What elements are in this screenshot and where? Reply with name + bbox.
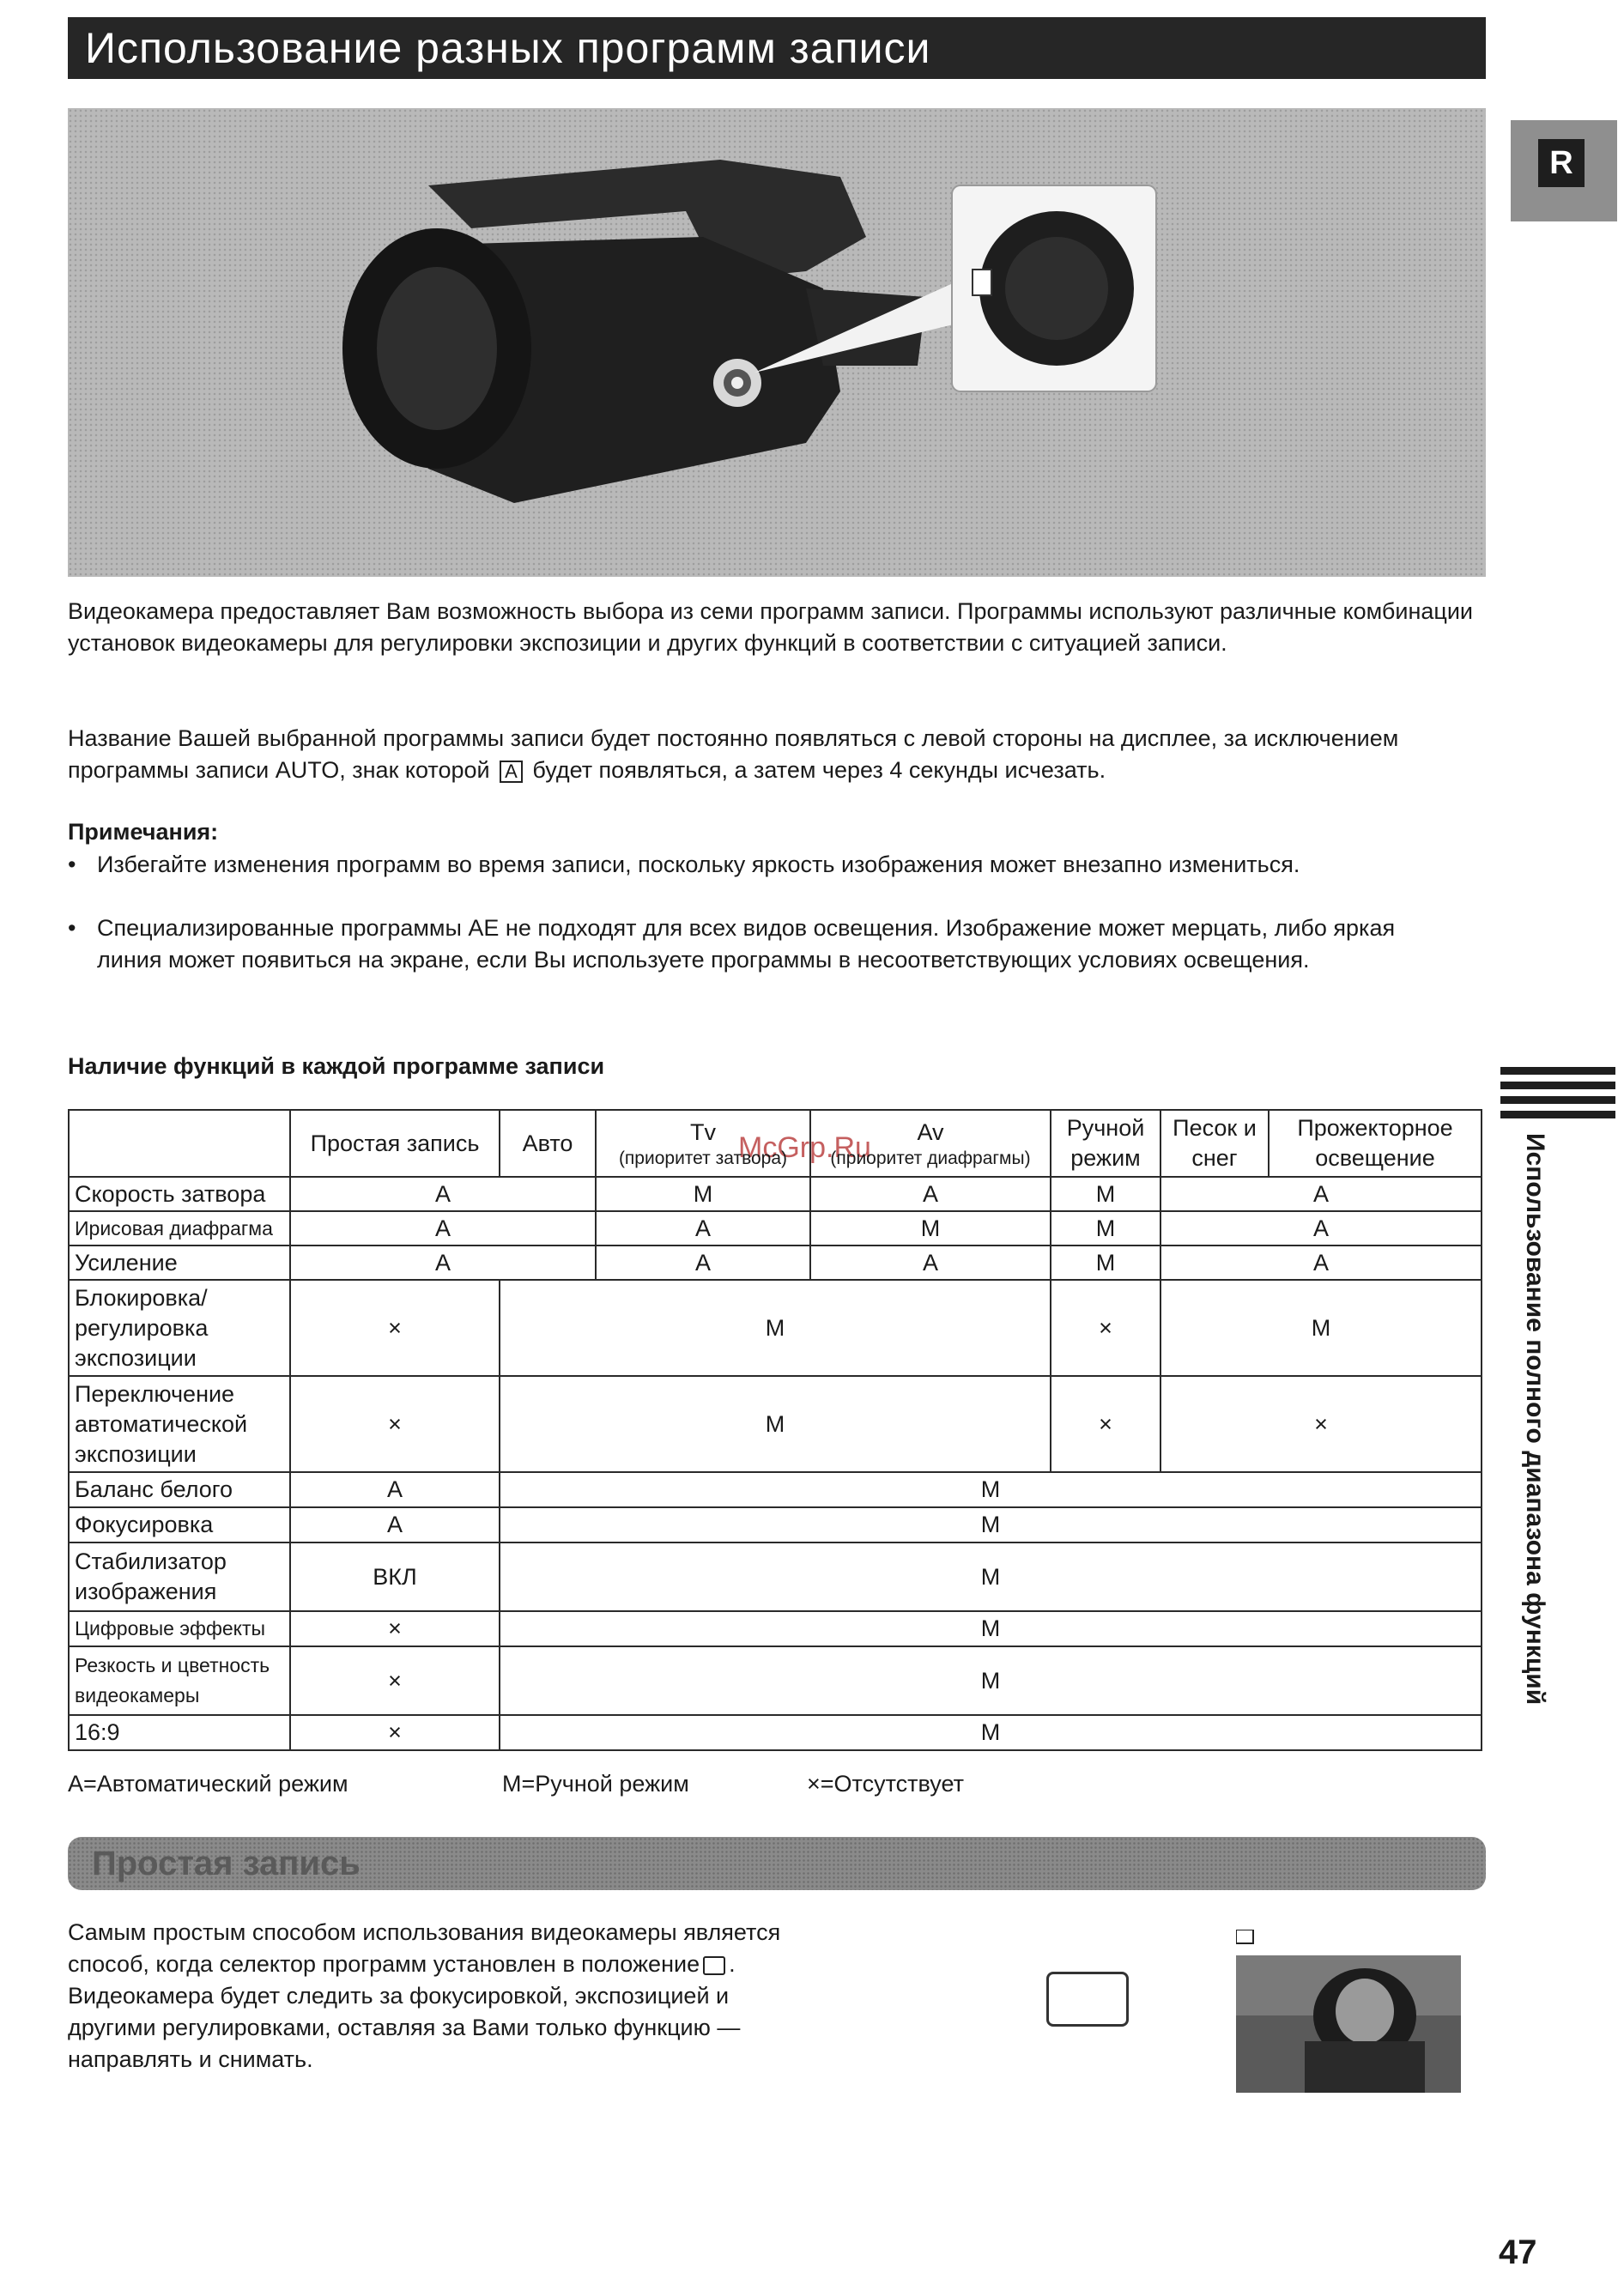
row-label: Блокировка/ регулировка экспозиции bbox=[69, 1280, 290, 1376]
cell: × bbox=[1051, 1376, 1160, 1472]
camcorder-icon bbox=[342, 160, 926, 503]
display-text-a: Название Вашей выбранной программы записи будет постоянно появляться с левой стороны на дисплее, за исключением программы записи AUTO, знак которой bbox=[68, 725, 1399, 783]
cell: M bbox=[1160, 1280, 1482, 1376]
header-av-sub: (приоритет диафрагмы) bbox=[830, 1148, 1031, 1168]
header-manual: Ручной режим bbox=[1051, 1110, 1160, 1177]
display-paragraph bbox=[68, 723, 1493, 786]
table-row bbox=[69, 1542, 1482, 1611]
header-spot: Прожекторное освещение bbox=[1269, 1110, 1482, 1177]
page-number: 47 bbox=[1499, 2233, 1537, 2271]
table-row bbox=[69, 1507, 1482, 1542]
notes-heading: Примечания: bbox=[68, 819, 219, 845]
cell: M bbox=[500, 1472, 1482, 1507]
legend-auto: A=Автоматический режим bbox=[68, 1771, 348, 1797]
camera-illustration bbox=[68, 108, 1486, 577]
tab-letter: R bbox=[1538, 139, 1585, 187]
table-row bbox=[69, 1246, 1482, 1280]
cell: A bbox=[1160, 1211, 1482, 1246]
function-table bbox=[68, 1109, 1482, 1751]
cell: M bbox=[500, 1646, 1482, 1715]
note-text: Специализированные программы AE не подходят для всех видов освещения. Изображение может мерцать, либо яркая линия может появиться на экране, если Вы используете программы в несоответствующих условиях освещения. bbox=[97, 915, 1396, 973]
table-header-row bbox=[69, 1110, 1482, 1177]
cell: M bbox=[1051, 1211, 1160, 1246]
row-label: Фокусировка bbox=[69, 1507, 290, 1542]
cell: M bbox=[500, 1611, 1482, 1646]
table-row bbox=[69, 1472, 1482, 1507]
bullet-icon: • bbox=[68, 915, 76, 941]
cell: A bbox=[290, 1177, 596, 1211]
row-label: Переключение автоматической экспозиции bbox=[69, 1376, 290, 1472]
cell: × bbox=[1160, 1376, 1482, 1472]
row-label: Усиление bbox=[69, 1246, 290, 1280]
cell: A bbox=[290, 1246, 596, 1280]
header-tv-label: Tv bbox=[690, 1118, 716, 1145]
cell: × bbox=[290, 1280, 500, 1376]
legend-manual: M=Ручной режим bbox=[502, 1771, 689, 1797]
cell: M bbox=[1051, 1246, 1160, 1280]
bullet-icon: • bbox=[68, 852, 76, 877]
cell: × bbox=[1051, 1280, 1160, 1376]
header-tv bbox=[596, 1110, 810, 1177]
cell: M bbox=[810, 1211, 1051, 1246]
easy-mode-display-icon bbox=[1046, 1972, 1129, 2027]
cell: A bbox=[810, 1177, 1051, 1211]
cell: A bbox=[290, 1211, 596, 1246]
table-row bbox=[69, 1211, 1482, 1246]
header-tv-sub: (приоритет затвора) bbox=[618, 1148, 788, 1168]
cell: A bbox=[290, 1472, 500, 1507]
cell: A bbox=[1160, 1177, 1482, 1211]
row-label: Стабилизатор изображения bbox=[69, 1542, 290, 1611]
header-av bbox=[810, 1110, 1051, 1177]
viewfinder-photo bbox=[1236, 1930, 1461, 2093]
table-row bbox=[69, 1376, 1482, 1472]
header-empty bbox=[69, 1110, 290, 1177]
sidebar-label: Использование полного диапазона функций bbox=[1521, 1133, 1549, 1706]
row-label: Скорость затвора bbox=[69, 1177, 290, 1211]
row-label: Цифровые эффекты bbox=[69, 1611, 290, 1646]
sidebar-lines bbox=[1500, 1067, 1615, 1120]
cell: M bbox=[500, 1376, 1051, 1472]
row-label: Резкость и цветность видеокамеры bbox=[69, 1646, 290, 1715]
section-title: Простая запись bbox=[92, 1845, 361, 1882]
section-header bbox=[68, 1837, 1486, 1890]
cell: × bbox=[290, 1376, 500, 1472]
cell: A bbox=[1160, 1246, 1482, 1280]
cell: A bbox=[290, 1507, 500, 1542]
row-label: Баланс белого bbox=[69, 1472, 290, 1507]
row-label: 16:9 bbox=[69, 1715, 290, 1750]
cell: × bbox=[290, 1611, 500, 1646]
cell: × bbox=[290, 1715, 500, 1750]
header-av-label: Av bbox=[917, 1118, 944, 1145]
row-label: Ирисовая диафрагма bbox=[69, 1211, 290, 1246]
note-text: Избегайте изменения программ во время записи, поскольку яркость изображения может внезапно измениться. bbox=[97, 852, 1300, 877]
display-text-b: будет появляться, а затем через 4 секунды исчезать. bbox=[532, 757, 1106, 783]
legend-absent: ×=Отсутствует bbox=[807, 1771, 964, 1797]
auto-symbol-icon: A bbox=[500, 761, 523, 783]
cell: M bbox=[1051, 1177, 1160, 1211]
header-sand: Песок и снег bbox=[1160, 1110, 1269, 1177]
table-row bbox=[69, 1611, 1482, 1646]
easy-text-b: . Видеокамера будет следить за фокусировкой, экспозицией и другими регулировками, оставляя за Вами только функцию — направлять и снимать. bbox=[68, 1951, 741, 2072]
cell: M bbox=[500, 1715, 1482, 1750]
header-auto: Авто bbox=[500, 1110, 596, 1177]
cell: M bbox=[596, 1177, 810, 1211]
cell: A bbox=[810, 1246, 1051, 1280]
table-row bbox=[69, 1646, 1482, 1715]
cell: M bbox=[500, 1280, 1051, 1376]
easy-record-text bbox=[68, 1917, 806, 2076]
page-title: Использование разных программ записи bbox=[68, 17, 1486, 79]
cell: M bbox=[500, 1542, 1482, 1611]
easy-text-a: Самым простым способом использования видеокамеры является способ, когда селектор программ установлен в положение bbox=[68, 1919, 781, 1977]
cell: M bbox=[500, 1507, 1482, 1542]
cell: A bbox=[596, 1211, 810, 1246]
intro-paragraph: Видеокамера предоставляет Вам возможность выбора из семи программ записи. Программы используют различные комбинации установок видеокамеры для регулировки экспозиции и других функций в соответствии с ситуацией записи. bbox=[68, 598, 1473, 656]
section-tab bbox=[1511, 120, 1617, 221]
cell: × bbox=[290, 1646, 500, 1715]
cell: A bbox=[596, 1246, 810, 1280]
watermark: McGrp.Ru bbox=[738, 1131, 871, 1164]
table-row bbox=[69, 1177, 1482, 1211]
table-row bbox=[69, 1715, 1482, 1750]
header-easy: Простая запись bbox=[290, 1110, 500, 1177]
table-row bbox=[69, 1280, 1482, 1376]
cell: ВКЛ bbox=[290, 1542, 500, 1611]
easy-mode-icon bbox=[703, 1956, 725, 1975]
table-title: Наличие функций в каждой программе записи bbox=[68, 1053, 605, 1079]
